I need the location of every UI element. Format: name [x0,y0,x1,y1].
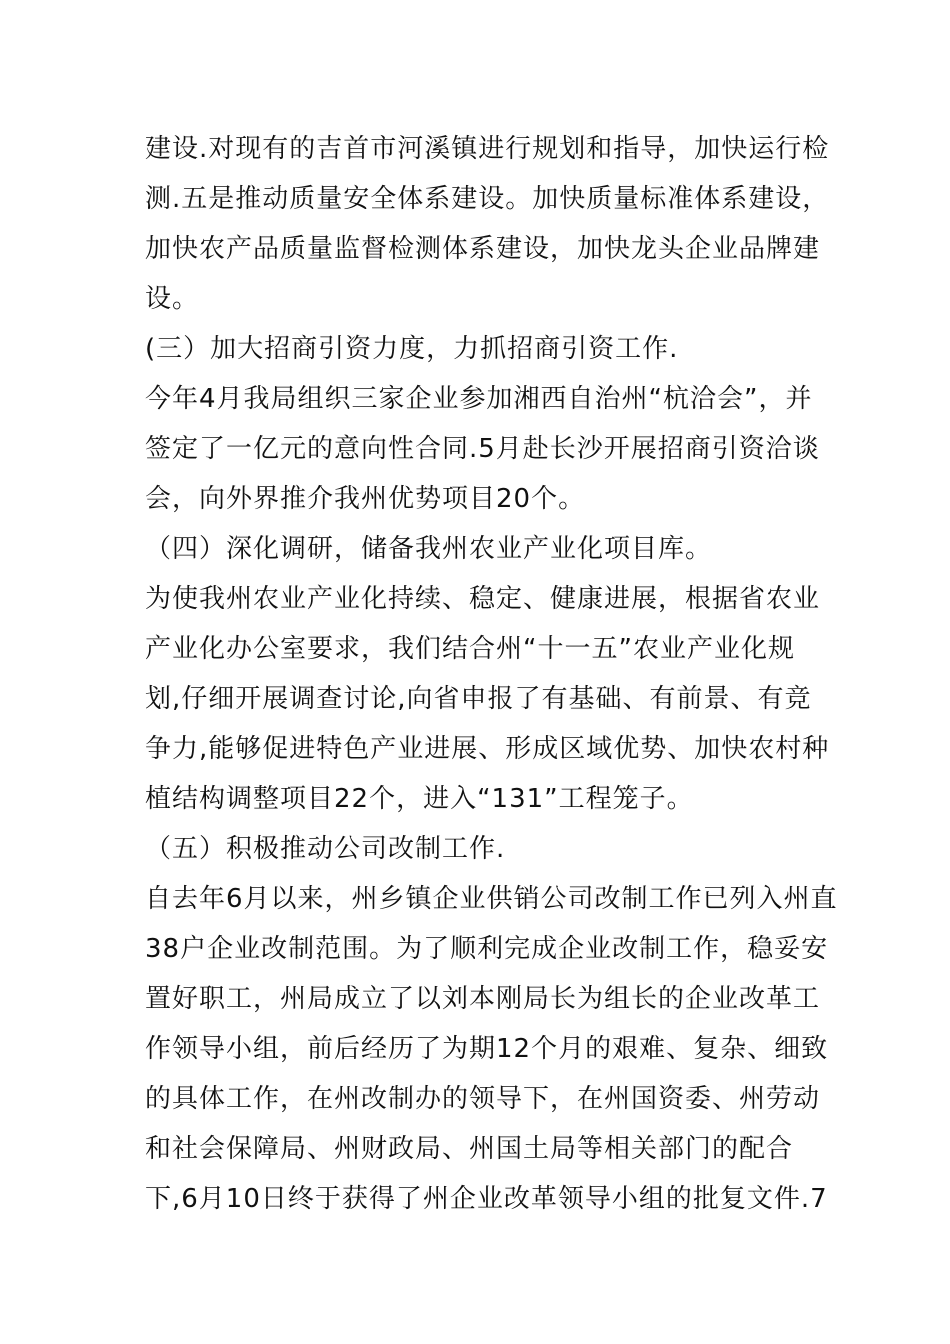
text-line: 今年4月我局组织三家企业参加湘西自治州“杭洽会”，并 [145,384,813,414]
text-line: 为使我州农业产业化持续、稳定、健康进展，根据省农业 [145,584,821,614]
section-heading: （五）积极推动公司改制工作. [145,834,506,864]
text-line: 植结构调整项目22个，进入“131”工程笼子。 [145,784,694,814]
section-heading: （四）深化调研，储备我州农业产业化项目库。 [145,534,713,564]
text-line: 加快农产品质量监督检测体系建设，加快龙头企业品牌建 [145,234,821,264]
text-line: 作领导小组，前后经历了为期12个月的艰难、复杂、细致 [145,1034,829,1064]
text-line: 自去年6月以来，州乡镇企业供销公司改制工作已列入州直 [145,884,838,914]
text-line: 产业化办公室要求，我们结合州“十一五”农业产业化规 [145,634,795,664]
text-line: 38户企业改制范围。为了顺利完成企业改制工作，稳妥安 [145,934,829,964]
text-line: 争力,能够促进特色产业进展、形成区域优势、加快农村种 [145,734,830,764]
text-line: 签定了一亿元的意向性合同.5月赴长沙开展招商引资洽谈 [145,434,820,464]
section-heading: (三）加大招商引资力度，力抓招商引资工作. [145,334,679,364]
text-line: 划,仔细开展调查讨论,向省申报了有基础、有前景、有竞 [145,684,812,714]
text-line: 设。 [145,284,200,314]
text-line: 建设.对现有的吉首市河溪镇进行规划和指导，加快运行检 [145,134,830,164]
text-line: 下,6月10日终于获得了州企业改革领导小组的批复文件.7 [145,1184,828,1214]
text-line: 的具体工作，在州改制办的领导下，在州国资委、州劳动 [145,1084,821,1114]
text-line: 置好职工，州局成立了以刘本刚局长为组长的企业改革工 [145,984,821,1014]
text-line: 和社会保障局、州财政局、州国土局等相关部门的配合 [145,1134,794,1164]
text-line: 测.五是推动质量安全体系建设。加快质量标准体系建设， [145,184,830,214]
text-line: 会，向外界推介我州优势项目20个。 [145,484,586,514]
